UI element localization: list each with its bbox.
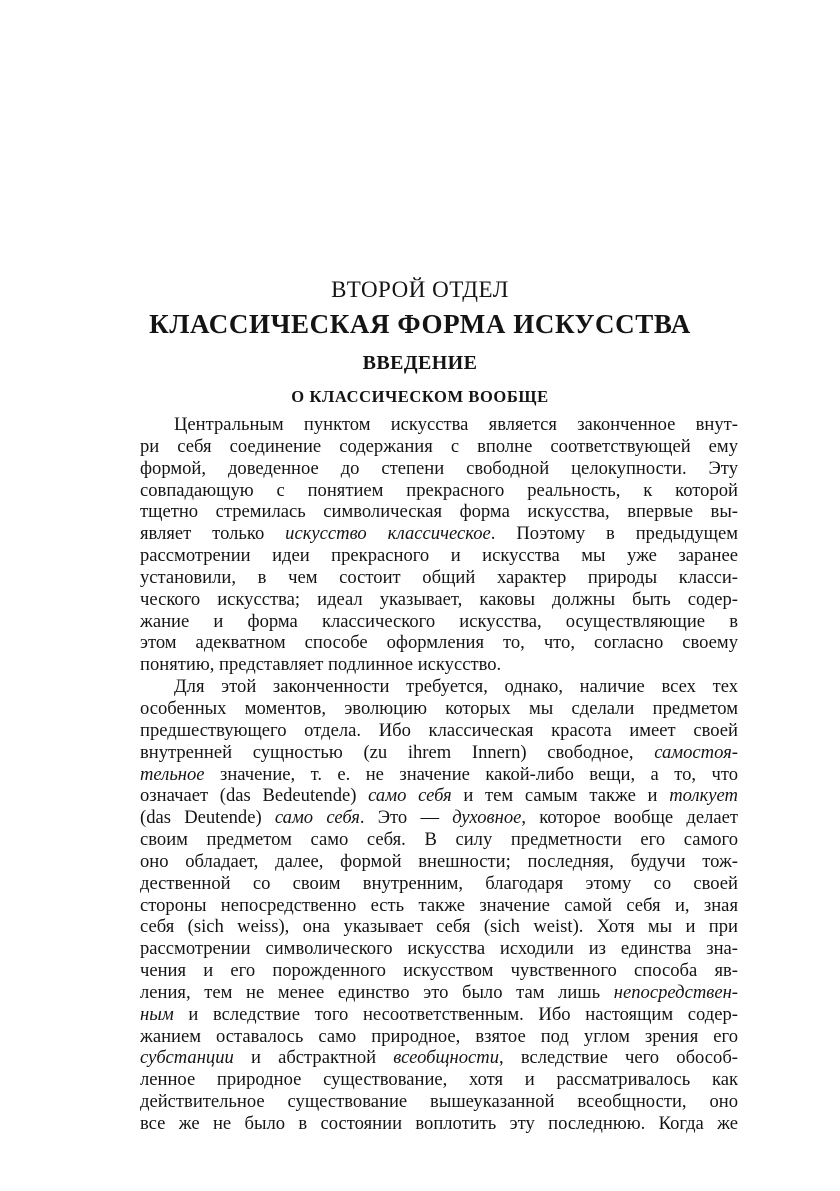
text-segment: внутренней сущностью (zu ihrem Innern) свободное, [140,741,655,763]
text-line [140,1091,738,1113]
text-segment: этом адекватном способе оформления то, что, согласно своему [140,632,738,654]
text-segment: и вследствие того несоответственным. Ибо настоящим содер- [173,1003,738,1025]
text-segment: своим предметом само себя. В силу предметности его самого [140,829,738,851]
text-segment: означает (das Bedeutende) [140,785,369,807]
text-segment: Центральным пунктом искусства является законченное внут- [174,414,738,435]
text-segment: чения и его порожденного искусством чувственного способа яв- [140,960,738,982]
italic-text: тельное [140,763,205,785]
text-line [140,698,738,720]
text-line [140,982,738,1004]
text-line [140,1026,738,1048]
subsection-heading: О КЛАССИЧЕСКОМ ВООБЩЕ [291,387,549,406]
text-line [140,676,738,698]
text-segment: ления, тем не менее единство это было там лишь [140,981,614,1003]
text-line [140,938,738,960]
text-segment: действительное существование вышеуказанной всеобщности, оно [140,1091,738,1113]
text-segment: , вследствие чего обособ- [499,1047,738,1069]
italic-text: само себя [368,785,452,807]
text-segment: тщетно стремилась символическая форма искусства, впервые вы- [140,501,738,523]
text-line [140,458,738,480]
italic-text: самостоя- [654,741,738,763]
text-segment: дественной со своим внутренним, благодаря этому со своей [140,872,738,894]
text-line [140,589,738,611]
text-segment: понятию, представляет подлинное искусство. [140,654,502,676]
text-segment: Для этой законченности требуется, однако, наличие всех тех [174,676,738,698]
text-segment: ленное природное существование, хотя и рассматривалось как [140,1069,738,1091]
text-line [140,960,738,982]
text-segment: установили, в чем состоит общий характер природы класси- [140,566,738,588]
text-segment: являет только [140,523,286,545]
text-segment: совпадающую с понятием прекрасного реальность, к которой [140,479,738,501]
text-segment: стороны непосредственно есть также значение самой себя и, зная [140,894,738,916]
text-line [140,851,738,873]
text-segment: (das Deutende) [140,807,275,829]
text-line [140,480,738,502]
italic-text: ным [140,1003,174,1025]
text-line [140,829,738,851]
italic-text: искусство классическое [285,523,491,545]
text-segment: значение, т. е. не значение какой-либо вещи, а то, что [204,763,738,785]
text-segment: формой, доведенное до степени свободной целокупности. Эту [140,457,738,479]
text-line [140,873,738,895]
text-segment: и абстрактной [233,1047,394,1069]
body-text [140,414,738,1135]
text-segment: жанием оставалось само природное, взятое под углом зрения его [140,1025,738,1047]
text-line [140,742,738,764]
text-segment: жание и форма классического искусства, осуществляющие в [140,610,738,632]
italic-text: духовное [452,807,522,829]
text-line [140,1069,738,1091]
text-line [140,1113,738,1135]
text-line [140,785,738,807]
text-segment: оно обладает, далее, формой внешности; последняя, будучи тож- [140,850,738,872]
text-segment: ри себя соединение содержания с вполне соответствующей ему [140,435,738,457]
text-line [140,895,738,917]
text-line [140,501,738,523]
text-line [140,545,738,567]
text-segment: себя (sich weiss), она указывает себя (sich weist). Хотя мы и при [140,916,738,938]
text-line [140,1047,738,1069]
chapter-title: КЛАССИЧЕСКАЯ ФОРМА ИСКУССТВА [149,309,691,339]
text-line [140,632,738,654]
text-line [140,654,738,676]
text-line [140,611,738,633]
text-line [140,414,738,436]
text-line [140,1004,738,1026]
introduction-heading: ВВЕДЕНИЕ [362,352,478,374]
text-segment: рассмотрении идеи прекрасного и искусства мы уже заранее [140,545,738,567]
text-line [140,807,738,829]
text-segment: предшествующего отдела. Ибо классическая красота имеет своей [140,719,738,741]
text-line [140,720,738,742]
text-segment: , которое вообще делает [521,807,738,829]
text-segment: особенных моментов, эволюцию которых мы сделали предметом [140,697,738,719]
text-segment: и тем самым также и [451,785,670,807]
italic-text: толкует [669,785,738,807]
text-segment: рассмотрении символического искусства исходили из единства зна- [140,938,738,960]
italic-text: всеобщности [393,1047,500,1069]
section-heading: ВТОРОЙ ОТДЕЛ [331,277,509,302]
text-line [140,436,738,458]
text-segment: . Поэтому в предыдущем [490,523,738,545]
italic-text: непосредствен- [613,981,738,1003]
text-segment: . Это — [359,807,453,829]
text-segment: ческого искусства; идеал указывает, каковы должны быть содер- [140,588,738,610]
italic-text: субстанции [140,1047,234,1069]
text-line [140,916,738,938]
text-segment: все же не было в состоянии воплотить эту последнюю. Когда же [140,1113,738,1134]
italic-text: само себя [274,807,360,829]
text-line [140,764,738,786]
text-line [140,523,738,545]
text-line [140,567,738,589]
